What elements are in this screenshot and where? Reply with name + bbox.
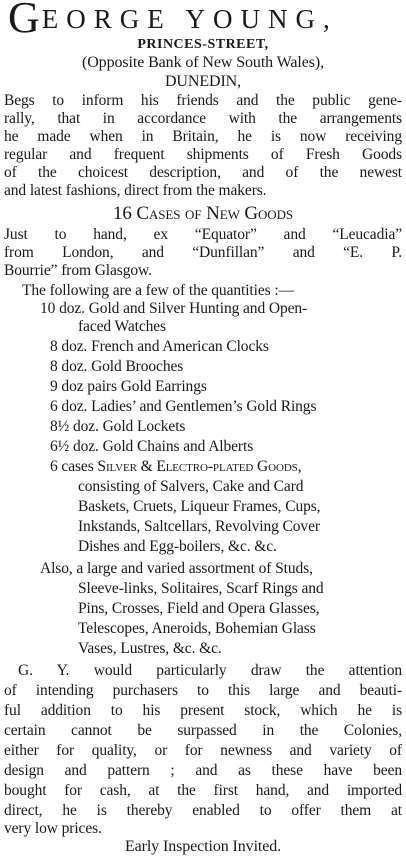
intro-line: he made when in Britain, he is now receiving xyxy=(4,128,402,145)
closing-line: bought for cash, at the first hand, and imported xyxy=(4,782,402,799)
list-item xyxy=(50,458,301,476)
name-rest: EORGE YOUNG, xyxy=(41,4,338,34)
item-text: Gold Lockets xyxy=(102,418,186,435)
footer-invitation: Early Inspection Invited. xyxy=(124,838,282,855)
intro-line: rally, that in accordance with the arrangements xyxy=(4,110,402,127)
item-text: Gold Brooches xyxy=(91,358,184,375)
item-text: Gold Chains and Alberts xyxy=(102,438,254,455)
list-item xyxy=(50,378,207,396)
also-line: Vases, Lustres, &c. &c. xyxy=(78,640,222,657)
item-continuation: consisting of Salvers, Cake and Card xyxy=(78,478,304,495)
closing-line: very low prices. xyxy=(4,820,102,837)
list-item xyxy=(50,358,183,376)
advertiser-name xyxy=(8,0,403,42)
item-continuation: Baskets, Cruets, Liqueur Frames, Cups, xyxy=(78,498,321,515)
item-text: pairs Gold Earrings xyxy=(87,378,207,395)
item-qty: 8½ doz. xyxy=(50,418,99,435)
arrival-line: Bourrie” from Glasgow. xyxy=(4,262,152,279)
list-item xyxy=(50,418,185,436)
closing-line: direct, he is thereby enabled to offer them at xyxy=(4,802,402,819)
item-qty: 8 doz. xyxy=(50,338,88,355)
arrival-line: Just to hand, ex “Equator” and “Leucadia” xyxy=(4,226,402,243)
closing-line: ful addition to his present stock, which he is xyxy=(4,702,402,719)
drop-capital: G xyxy=(8,0,42,42)
section-heading: 16 Cases of New Goods xyxy=(112,203,294,224)
item-qty: 6 doz. xyxy=(50,398,88,415)
street-address: PRINCES-STREET, xyxy=(137,37,269,52)
item-qty: 6½ doz. xyxy=(50,438,99,455)
opposite-note: (Opposite Bank of New South Wales), xyxy=(82,54,324,71)
city: DUNEDIN, xyxy=(164,73,242,90)
list-item xyxy=(50,438,253,456)
closing-line: either for quality, or for newness and variety of xyxy=(4,742,402,759)
item-qty: 9 doz xyxy=(50,378,84,395)
also-line: Also, a large and varied assortment of Studs, xyxy=(40,560,313,577)
intro-line: regular and frequent shipments of Fresh Goods xyxy=(4,146,402,163)
also-line: Sleeve-links, Solitaires, Scarf Rings and xyxy=(78,580,324,597)
item-continuation: faced Watches xyxy=(78,318,166,335)
list-item xyxy=(40,300,307,318)
item-text: Gold and Silver Hunting and Open- xyxy=(88,300,308,317)
item-text: Silver & Electro-plated Goods, xyxy=(97,458,302,475)
item-text: French and American Clocks xyxy=(91,338,269,355)
item-text: Ladies’ and Gentlemen’s Gold Rings xyxy=(91,398,317,415)
quantities-intro: The following are a few of the quantities :— xyxy=(22,282,294,299)
list-item xyxy=(50,398,316,416)
item-qty: 6 cases xyxy=(50,458,94,475)
item-continuation: Inkstands, Saltcellars, Revolving Cover xyxy=(78,518,320,535)
item-qty: 10 doz. xyxy=(40,300,85,317)
item-qty: 8 doz. xyxy=(50,358,88,375)
item-continuation: Dishes and Egg-boilers, &c. &c. xyxy=(78,538,277,555)
closing-line: of intending purchasers to this large and beauti- xyxy=(4,682,402,699)
list-item xyxy=(50,338,269,356)
closing-line: G. Y. would particularly draw the attention xyxy=(18,662,402,679)
closing-line: certain cannot be surpassed in the Colonies, xyxy=(4,722,402,739)
intro-line: and latest fashions, direct from the makers. xyxy=(4,182,267,199)
intro-line: Begs to inform his friends and the public gene- xyxy=(4,92,402,109)
intro-line: of the choicest description, and of the newest xyxy=(4,164,402,181)
also-line: Pins, Crosses, Field and Opera Glasses, xyxy=(78,600,320,617)
also-line: Telescopes, Aneroids, Bohemian Glass xyxy=(78,620,316,637)
arrival-line: from London, and “Dunfillan” and “E. P. xyxy=(4,244,402,261)
closing-line: design and pattern ; and as these have been xyxy=(4,762,402,779)
